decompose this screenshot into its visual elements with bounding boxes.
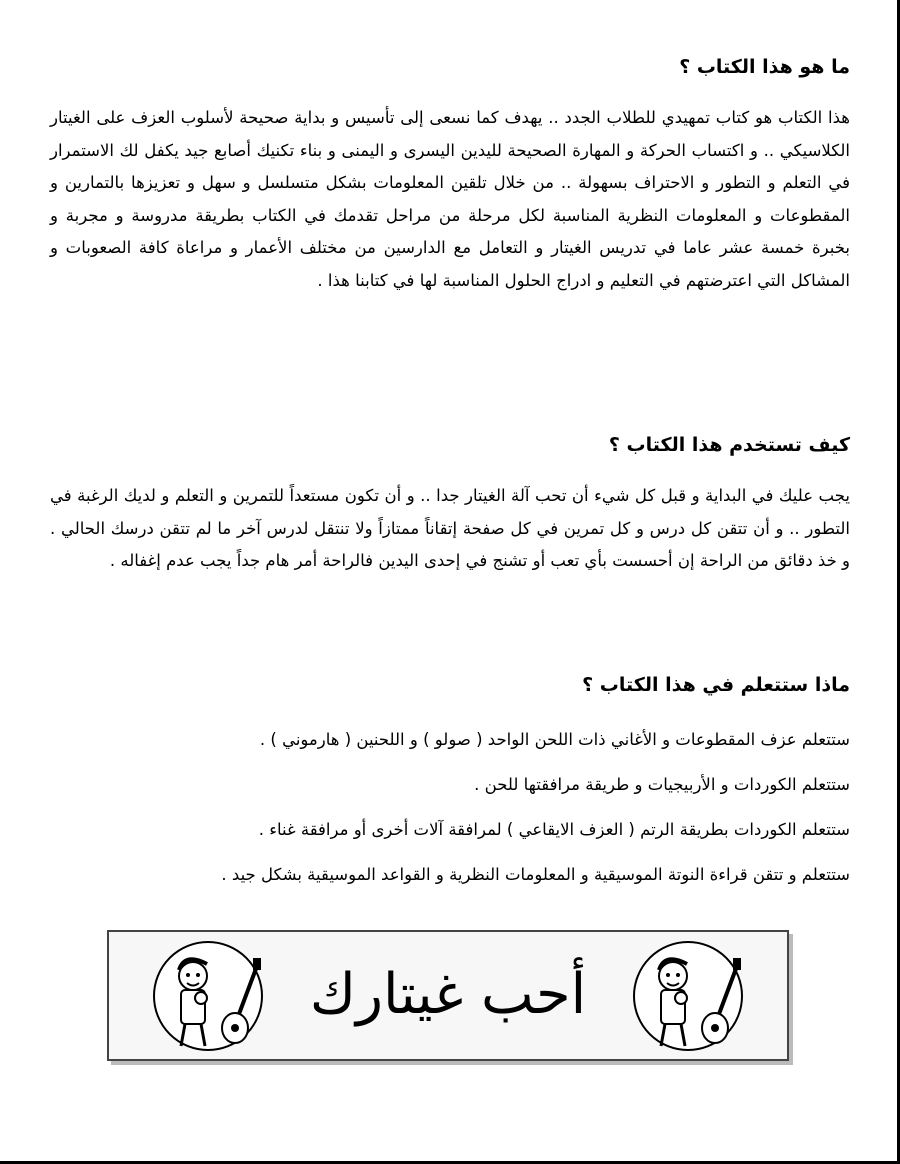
banner-text: أحب غيتارك <box>309 962 587 1027</box>
guitarist-mascot-icon <box>623 938 753 1053</box>
list-item: ستتعلم الكوردات و الأربيجيات و طريقة مرافقتها للحن . <box>474 775 850 794</box>
section-title-how-to-use: كيف تستخدم هذا الكتاب ؟ <box>608 434 850 456</box>
section-body-what-is-book: هذا الكتاب هو كتاب تمهيدي للطلاب الجدد .. يهدف كما نسعى إلى تأسيس و بداية صحيحة لأسلوب العزف على الغيتار الكلاسيكي .. و اكتساب الحركة و المهارة الصحيحة لليدين اليسرى و اليمنى و بناء تكنيك أصابع جيد يكفل لك الاستمرار في التعلم و التطور و الاحتراف بسهولة .. من خلال تلقين المعلومات بشكل متسلسل و سهل و تعزيزها بالتمارين و المقطوعات و المعلومات النظرية المناسبة لكل مرحلة من مراحل تقدمك في الكتاب بطريقة مدروسة و مجربة و بخبرة خمسة عشر عاما في تدريس الغيتار و التعامل مع الدارسين من مختلف الأعمار و مراعاة كافة الصعوبات و المشاكل التي اعترضتهم في التعليم و ادراج الحلول المناسبة لها في كتابنا هذا . <box>50 108 850 290</box>
section-body-how-to-use: يجب عليك في البداية و قبل كل شيء أن تحب آلة الغيتار جدا .. و أن تكون مستعداً للتمرين و التعلم و لديك الرغبة في التطور .. و أن تتقن كل درس و كل تمرين في كل صفحة إتقاناً ممتازاً ولا تنتقل لدرس آخر ما لم تتقن درسك الحالي . و خذ دقائق من الراحة إن أحسست بأي تعب أو تشنج في إحدى اليدين فالراحة أمر هام جداً يجب عدم إغفاله . <box>50 486 850 570</box>
section-title-what-is-book: ما هو هذا الكتاب ؟ <box>679 56 850 78</box>
list-item: ستتعلم الكوردات بطريقة الرتم ( العزف الايقاعي ) لمرافقة آلات أخرى أو مرافقة غناء . <box>258 820 850 839</box>
list-item: ستتعلم عزف المقطوعات و الأغاني ذات اللحن الواحد ( صولو ) و اللحنين ( هارموني ) . <box>259 730 850 749</box>
list-item: ستتعلم و تتقن قراءة النوتة الموسيقية و المعلومات النظرية و القواعد الموسيقية بشكل جيد . <box>221 865 850 884</box>
document-page <box>50 0 850 1164</box>
learn-list <box>50 729 850 909</box>
section-title-what-you-learn: ماذا ستتعلم في هذا الكتاب ؟ <box>582 674 850 696</box>
love-guitar-banner <box>107 930 789 1061</box>
